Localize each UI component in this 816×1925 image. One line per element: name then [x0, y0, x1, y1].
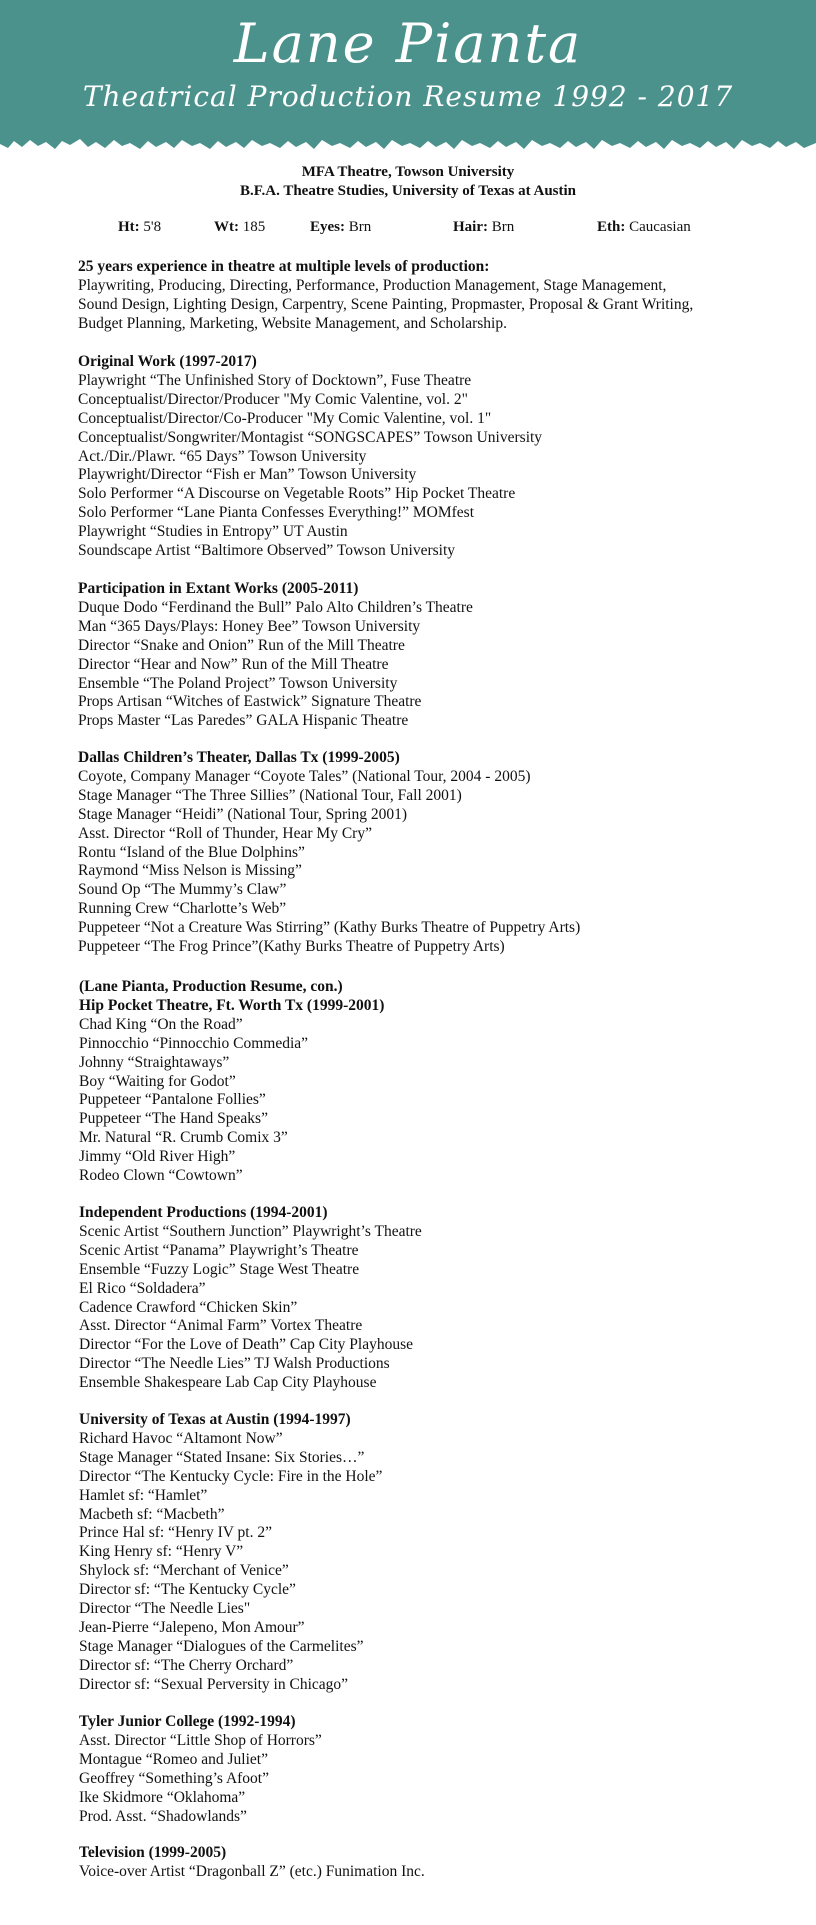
credit-line: Playwright/Director “Fish er Man” Towson University — [78, 466, 417, 484]
credit-line: Jean-Pierre “Jalepeno, Mon Amour” — [79, 1618, 305, 1636]
section-ut-austin — [79, 1411, 382, 1695]
credit-line: Director “The Needle Lies” TJ Walsh Productions — [79, 1355, 390, 1373]
continued-note: (Lane Pianta, Production Resume, con.) — [79, 978, 343, 995]
credit-line: Stage Manager “Stated Insane: Six Stories…” — [79, 1448, 365, 1466]
section-heading: University of Texas at Austin (1994-1997) — [79, 1411, 351, 1428]
brush-edge-decoration — [0, 132, 816, 162]
physical-stats — [0, 219, 816, 239]
credit-line: Hamlet sf: “Hamlet” — [79, 1486, 208, 1504]
section-heading: Tyler Junior College (1992-1994) — [79, 1713, 296, 1730]
stat-ethnicity: Eth: Caucasian — [597, 219, 691, 235]
credit-line: Director “Hear and Now” Run of the Mill Theatre — [78, 655, 389, 673]
summary-line: Budget Planning, Marketing, Website Management, and Scholarship. — [78, 314, 507, 332]
stat-hair: Hair: Brn — [453, 219, 515, 235]
credit-line: Macbeth sf: “Macbeth” — [79, 1505, 225, 1523]
stat-weight: Wt: 185 — [214, 219, 266, 235]
credit-line: Asst. Director “Roll of Thunder, Hear My Cry” — [78, 824, 372, 842]
credit-line: Richard Havoc “Altamont Now” — [79, 1429, 283, 1447]
credit-line: Director sf: “The Kentucky Cycle” — [79, 1581, 296, 1599]
credit-line: Asst. Director “Little Shop of Horrors” — [79, 1731, 322, 1749]
section-heading: Television (1999-2005) — [79, 1844, 227, 1861]
summary-line: Playwriting, Producing, Directing, Performance, Production Management, Stage Management, — [78, 276, 667, 294]
credit-line: Solo Performer “Lane Pianta Confesses Everything!” MOMfest — [78, 504, 475, 522]
credit-line: Pinnocchio “Pinnocchio Commedia” — [79, 1034, 309, 1052]
credit-line: Props Master “Las Paredes” GALA Hispanic Theatre — [78, 712, 409, 730]
credit-line: Ensemble Shakespeare Lab Cap City Playhouse — [79, 1374, 377, 1392]
credit-line: Voice-over Artist “Dragonball Z” (etc.) Funimation Inc. — [79, 1862, 425, 1880]
section-extant-works — [78, 580, 473, 731]
credit-line: Scenic Artist “Panama” Playwright’s Theatre — [79, 1241, 359, 1259]
credit-line: Asst. Director “Animal Farm” Vortex Theatre — [79, 1317, 363, 1335]
credit-line: Cadence Crawford “Chicken Skin” — [79, 1298, 298, 1316]
credit-line: Boy “Waiting for Godot” — [79, 1072, 236, 1090]
credit-line: Johnny “Straightaways” — [79, 1053, 230, 1071]
section-television — [79, 1844, 425, 1882]
credit-line: Stage Manager “Heidi” (National Tour, Spring 2001) — [78, 805, 408, 823]
section-original-work — [78, 353, 542, 561]
credit-line: Shylock sf: “Merchant of Venice” — [79, 1562, 289, 1580]
section-heading: 25 years experience in theatre at multiple levels of production: — [78, 258, 490, 275]
section-independent-productions — [79, 1204, 422, 1393]
section-heading: Participation in Extant Works (2005-2011) — [78, 580, 359, 597]
credit-line: Props Artisan “Witches of Eastwick” Signature Theatre — [78, 693, 422, 711]
credit-line: Prince Hal sf: “Henry IV pt. 2” — [79, 1524, 272, 1542]
credit-line: Act./Dir./Plawr. “65 Days” Towson University — [78, 447, 367, 465]
credit-line: Soundscape Artist “Baltimore Observed” Towson University — [78, 542, 456, 560]
section-heading: Hip Pocket Theatre, Ft. Worth Tx (1999-2001) — [79, 996, 385, 1014]
education-block — [0, 163, 816, 201]
credit-line: Director “Snake and Onion” Run of the Mill Theatre — [78, 636, 405, 654]
section-heading: Dallas Children’s Theater, Dallas Tx (1999-2005) — [78, 749, 400, 766]
section-heading: Original Work (1997-2017) — [78, 353, 257, 370]
credit-line: Chad King “On the Road” — [79, 1015, 243, 1033]
degree-bfa: B.F.A. Theatre Studies, University of Texas at Austin — [239, 183, 577, 199]
credit-line: Director “The Kentucky Cycle: Fire in the Hole” — [79, 1467, 383, 1485]
section-hip-pocket-theatre — [79, 978, 384, 1186]
section-heading: Independent Productions (1994-2001) — [79, 1204, 328, 1221]
credit-line: Ensemble “Fuzzy Logic” Stage West Theatre — [79, 1260, 360, 1278]
credit-line: Sound Op “The Mummy’s Claw” — [78, 881, 287, 899]
credit-line: Duque Dodo “Ferdinand the Bull” Palo Alto Children’s Theatre — [78, 598, 473, 616]
credit-line: Montague “Romeo and Juliet” — [79, 1750, 268, 1768]
credit-line: Jimmy “Old River High” — [79, 1148, 236, 1166]
credit-line: Conceptualist/Director/Producer "My Comic Valentine, vol. 2" — [78, 390, 468, 408]
credit-line: Rodeo Clown “Cowtown” — [79, 1167, 243, 1185]
summary-line: Sound Design, Lighting Design, Carpentry, Scene Painting, Propmaster, Proposal & Grant Writing, — [78, 295, 694, 313]
stat-height: Ht: 5'8 — [118, 219, 162, 235]
degree-mfa: MFA Theatre, Towson University — [301, 164, 515, 180]
credit-line: Conceptualist/Director/Co-Producer "My Comic Valentine, vol. 1" — [78, 409, 492, 427]
section-dallas-childrens-theater — [78, 749, 580, 957]
credit-line: Stage Manager “The Three Sillies” (National Tour, Fall 2001) — [78, 786, 462, 804]
credit-line: Scenic Artist “Southern Junction” Playwright’s Theatre — [79, 1222, 422, 1240]
credit-line: Geoffrey “Something’s Afoot” — [79, 1769, 269, 1787]
credit-line: Coyote, Company Manager “Coyote Tales” (National Tour, 2004 - 2005) — [78, 767, 531, 785]
credit-line: Rontu “Island of the Blue Dolphins” — [78, 843, 305, 861]
credit-line: Director sf: “The Cherry Orchard” — [79, 1656, 294, 1674]
resume-header — [0, 0, 816, 160]
credit-line: Ike Skidmore “Oklahoma” — [79, 1788, 246, 1806]
credit-line: Playwright “The Unfinished Story of Docktown”, Fuse Theatre — [78, 371, 472, 389]
credit-line: El Rico “Soldadera” — [79, 1279, 206, 1297]
credit-line: Prod. Asst. “Shadowlands” — [79, 1807, 247, 1825]
credit-line: Running Crew “Charlotte’s Web” — [78, 900, 287, 918]
credit-line: Conceptualist/Songwriter/Montagist “SONGSCAPES” Towson University — [78, 428, 543, 446]
credit-line: Puppeteer “The Hand Speaks” — [79, 1110, 268, 1128]
credit-line: Ensemble “The Poland Project” Towson University — [78, 674, 398, 692]
experience-summary — [78, 258, 693, 334]
credit-line: Raymond “Miss Nelson is Missing” — [78, 862, 302, 880]
credit-line: Director “The Needle Lies" — [79, 1600, 251, 1618]
credit-line: Puppeteer “Pantalone Follies” — [79, 1091, 266, 1109]
resume-subtitle: Theatrical Production Resume 1992 - 2017 — [82, 80, 734, 113]
credit-line: Playwright “Studies in Entropy” UT Austin — [78, 523, 348, 541]
credit-line: Man “365 Days/Plays: Honey Bee” Towson University — [78, 617, 421, 635]
credit-line: Mr. Natural “R. Crumb Comix 3” — [79, 1129, 288, 1147]
credit-line: Director “For the Love of Death” Cap City Playhouse — [79, 1336, 414, 1354]
credit-line: Solo Performer “A Discourse on Vegetable Roots” Hip Pocket Theatre — [78, 485, 516, 503]
stat-eyes: Eyes: Brn — [310, 219, 372, 235]
credit-line: Puppeteer “Not a Creature Was Stirring” (Kathy Burks Theatre of Puppetry Arts) — [78, 919, 581, 937]
section-tyler-junior-college — [79, 1713, 322, 1826]
credit-line: Director sf: “Sexual Perversity in Chicago” — [79, 1675, 349, 1693]
credit-line: Stage Manager “Dialogues of the Carmelites” — [79, 1637, 364, 1655]
credit-line: King Henry sf: “Henry V” — [79, 1543, 244, 1561]
credit-line: Puppeteer “The Frog Prince”(Kathy Burks Theatre of Puppetry Arts) — [78, 938, 505, 956]
resume-name: Lane Pianta — [233, 12, 583, 75]
